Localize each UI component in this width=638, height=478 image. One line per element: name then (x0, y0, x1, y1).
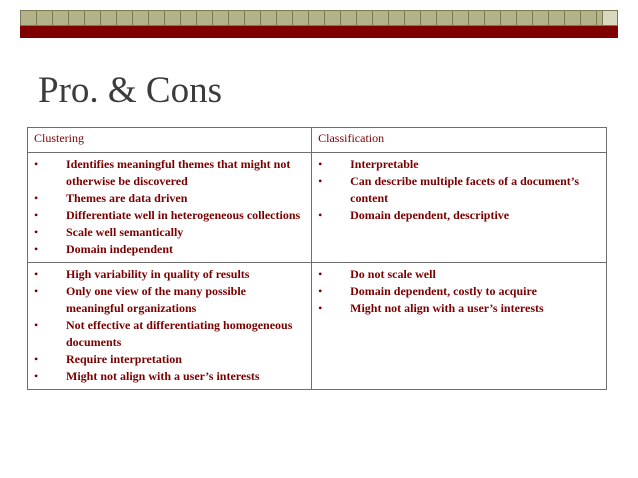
header-square-divider (388, 10, 389, 26)
bullet: • (34, 242, 39, 256)
list-item-text: Require interpretation (66, 352, 182, 366)
header-square-divider (52, 10, 53, 26)
bullet: • (318, 301, 323, 315)
list-item (318, 283, 600, 300)
list-item (34, 351, 305, 368)
header-square-divider (356, 10, 357, 26)
list-item (34, 241, 305, 258)
header-end-square (602, 10, 618, 26)
header-square-divider (212, 10, 213, 26)
list-item-text: Differentiate well in heterogeneous collections (66, 208, 301, 222)
header-square-divider (484, 10, 485, 26)
list-item-text: Domain dependent, descriptive (350, 208, 510, 222)
list-item (318, 300, 600, 317)
header-square-divider (468, 10, 469, 26)
bullet: • (34, 267, 39, 281)
header-square-divider (340, 10, 341, 26)
bullet: • (318, 208, 323, 222)
list-item-text: Might not align with a user’s interests (66, 369, 260, 383)
header-square-divider (244, 10, 245, 26)
header-square-divider (228, 10, 229, 26)
header-red-bar (20, 26, 618, 38)
header-square-divider (324, 10, 325, 26)
list-item (318, 173, 600, 207)
header-square-divider (260, 10, 261, 26)
bullet: • (34, 208, 39, 222)
header-square-divider (180, 10, 181, 26)
header-square-divider (196, 10, 197, 26)
table-row (28, 263, 607, 390)
bullet: • (34, 284, 39, 298)
cons-classification-cell (312, 263, 607, 390)
list-item (318, 207, 600, 224)
header-square-divider (164, 10, 165, 26)
header-square-divider (84, 10, 85, 26)
list-item-text: Domain dependent, costly to acquire (350, 284, 537, 298)
header-square-divider (36, 10, 37, 26)
pros-classification-cell (312, 153, 607, 263)
table-header-row (28, 128, 607, 153)
list-item-text: Themes are data driven (66, 191, 188, 205)
cons-classification-list (318, 266, 600, 317)
list-item (34, 283, 305, 317)
cons-clustering-list (34, 266, 305, 385)
bullet: • (318, 267, 323, 281)
header-square-divider (132, 10, 133, 26)
header-square-divider (292, 10, 293, 26)
list-item (34, 190, 305, 207)
list-item-text: Identifies meaningful themes that might not otherwise be discovered (66, 157, 291, 188)
list-item (34, 266, 305, 283)
header-classification: Classification (312, 128, 607, 153)
header-square-divider (532, 10, 533, 26)
list-item-text: Can describe multiple facets of a document’s content (350, 174, 579, 205)
header-square-divider (100, 10, 101, 26)
header-square-divider (372, 10, 373, 26)
list-item-text: Only one view of the many possible meaningful organizations (66, 284, 247, 315)
header-clustering: Clustering (28, 128, 312, 153)
bullet: • (34, 191, 39, 205)
header-square-divider (596, 10, 597, 26)
list-item (318, 266, 600, 283)
header-square-divider (116, 10, 117, 26)
pros-clustering-list (34, 156, 305, 258)
list-item (34, 317, 305, 351)
header-square-divider (436, 10, 437, 26)
bullet: • (34, 318, 39, 332)
header-square-divider (516, 10, 517, 26)
list-item (34, 207, 305, 224)
list-item (318, 156, 600, 173)
list-item-text: High variability in quality of results (66, 267, 250, 281)
pros-classification-list (318, 156, 600, 224)
header-square-divider (308, 10, 309, 26)
header-square-divider (500, 10, 501, 26)
bullet: • (318, 157, 323, 171)
bullet: • (318, 174, 323, 188)
pros-cons-table (27, 127, 607, 390)
header-square-divider (580, 10, 581, 26)
header-square-divider (68, 10, 69, 26)
bullet: • (34, 225, 39, 239)
list-item-text: Domain independent (66, 242, 174, 256)
header-band (0, 0, 638, 40)
list-item (34, 156, 305, 190)
header-square-divider (148, 10, 149, 26)
bullet: • (34, 157, 39, 171)
header-square-divider (548, 10, 549, 26)
table-row (28, 153, 607, 263)
header-square-divider (564, 10, 565, 26)
cons-clustering-cell (28, 263, 312, 390)
bullet: • (318, 284, 323, 298)
list-item-text: Interpretable (350, 157, 419, 171)
list-item-text: Might not align with a user’s interests (350, 301, 544, 315)
header-square-divider (276, 10, 277, 26)
list-item (34, 368, 305, 385)
header-square-divider (452, 10, 453, 26)
header-square-divider (420, 10, 421, 26)
pros-clustering-cell (28, 153, 312, 263)
list-item-text: Do not scale well (350, 267, 436, 281)
bullet: • (34, 369, 39, 383)
header-square-pattern (20, 10, 618, 26)
list-item-text: Not effective at differentiating homogeneous documents (66, 318, 293, 349)
slide-title: Pro. & Cons (38, 70, 223, 111)
bullet: • (34, 352, 39, 366)
list-item-text: Scale well semantically (66, 225, 184, 239)
header-square-divider (404, 10, 405, 26)
list-item (34, 224, 305, 241)
